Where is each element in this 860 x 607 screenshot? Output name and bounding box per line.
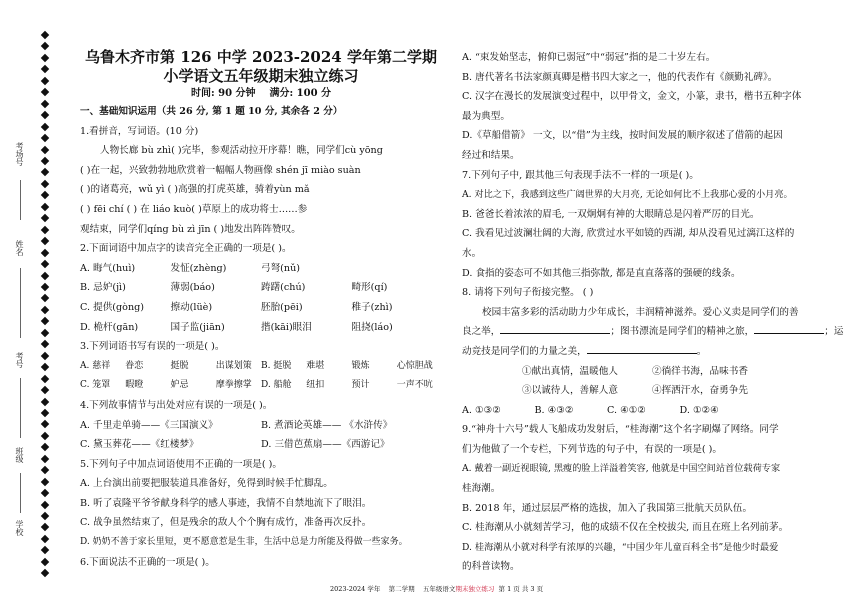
- perforation-dot: [41, 443, 49, 451]
- score-label: 满分:: [269, 88, 294, 99]
- passage-text: ；运: [824, 326, 844, 338]
- option-continued: 桂海潮。: [462, 483, 501, 495]
- choice: ④挥洒汗水，奋勇争先: [652, 385, 748, 397]
- question-4-options-row: [80, 416, 442, 436]
- perforation-dot: [41, 374, 49, 382]
- perforation-dot: [41, 329, 49, 337]
- question-1-line: ( )的诸葛亮，wǔ yì ( )高强的打虎英雄，骑着yùn mǎ: [80, 184, 310, 196]
- option: D. ①②④: [679, 404, 719, 416]
- footer-term: 第二学期: [388, 585, 415, 593]
- footer-page: 第 1 页 共 3 页: [498, 585, 544, 593]
- option-word: 出谋划策: [215, 360, 252, 371]
- perforation-dot: [41, 111, 49, 119]
- option: B. 爸爸长着浓浓的眉毛, 一双炯炯有神的大眼睛总是闪着严厉的目光。: [462, 208, 760, 220]
- option-continued: 最为典型。: [462, 110, 510, 122]
- option: A. 慈祥: [80, 360, 111, 371]
- question-7-stem: 7.下列句子中, 跟其他三句表现手法不一样的一项是( )。: [462, 169, 699, 181]
- perforation-dot: [41, 65, 49, 73]
- perforation-dot: [41, 523, 49, 531]
- question-8-passage-line: [462, 342, 836, 362]
- perforation-dot: [41, 248, 49, 256]
- passage-text: 。: [696, 345, 707, 357]
- question-3-stem: 3.下列词语书写有误的一项是( )。: [80, 341, 225, 353]
- page-footer: [330, 585, 710, 594]
- option: D. 三借芭蕉扇——《西游记》: [261, 439, 390, 451]
- option: B. 煮酒论英雄—— 《水浒传》: [261, 419, 393, 431]
- choice: ②徜徉书海，品味书香: [652, 365, 748, 377]
- left-column: [80, 0, 442, 572]
- option: B. 2018 年，通过层层严格的选拔，加入了我国第三批航天员队伍。: [462, 502, 753, 514]
- question-1-line: ( ) fēi chí ( ) 在 liáo kuò( )草原上的成功将士……参: [80, 203, 308, 215]
- option: D.《草船借箭》 一文，以“借”为主线，按时间发展的顺序叙述了借箭的起因: [462, 130, 783, 142]
- question-1-line: 人物长廊 bù zhì( )完毕，参观活动拉开序幕！瞧，同学们cù yōng: [100, 145, 383, 157]
- perforation-dot: [41, 77, 49, 85]
- footer-exam: 期末独立练习: [455, 585, 495, 593]
- fill-line: [20, 180, 21, 220]
- perforation-dot: [41, 88, 49, 96]
- section-heading: 一、基础知识运用（共 26 分, 第 1 题 10 分, 其余各 2 分）: [80, 106, 343, 117]
- footer-year: 2023-2024 学年: [330, 585, 381, 593]
- question-8-stem: 8. 请将下列句子衔接完整。 ( ): [462, 287, 594, 299]
- footer-grade: 五年级语文: [422, 585, 456, 593]
- perforation-dot: [41, 535, 49, 543]
- perforation-dot: [41, 168, 49, 176]
- perforation-dot: [41, 340, 49, 348]
- perforation-dot: [41, 477, 49, 485]
- perforation-dot: [41, 512, 49, 520]
- question-8-choices-row: [462, 362, 782, 382]
- question-5-stem: 5.下列句子中加点词语使用不正确的一项是( )。: [80, 458, 282, 470]
- option: 国子监(jiān): [170, 321, 225, 333]
- option-continued: 的科普读物。: [462, 561, 520, 573]
- question-4-stem: 4.下列故事情节与出处对应有误的一项是( )。: [80, 399, 273, 411]
- fill-line: [20, 378, 21, 438]
- option: C. 我看见过波澜壮阔的大海, 欣赏过水平如镜的西湖, 却从没看见过漓江这样的: [462, 228, 795, 240]
- option: A. 戴着一副近视眼镜, 黑瘦的脸上洋溢着笑容, 他就是中国空间站首位载荷专家: [462, 463, 781, 475]
- option: C. 笼罩: [80, 380, 111, 391]
- option: B. ④③②: [534, 404, 574, 416]
- class-label: 班级: [15, 447, 24, 463]
- perforation-dot: [41, 237, 49, 245]
- option-word: 暇瞪: [125, 380, 144, 391]
- perforation-dot: [41, 306, 49, 314]
- question-1-line: 观结束，同学们qíng bù zì jīn ( )地发出阵阵赞叹。: [80, 223, 301, 235]
- perforation-dot: [41, 122, 49, 130]
- option: D. 船舱: [261, 380, 292, 391]
- option: 畸形(qí): [351, 282, 388, 294]
- question-9-stem: 9.“神舟十六号”载人飞船成功发射后，“桂海潮”这个名字刷爆了网络。同学: [462, 424, 779, 436]
- exam-number-label: 考号: [15, 352, 24, 368]
- perforation-dot: [41, 558, 49, 566]
- question-9-stem-continued: 们为他做了一个专栏，下列节选的句子中，有误的一项是( )。: [462, 443, 722, 455]
- option: B. 挺脱: [261, 360, 292, 371]
- option: B. 忌妒(jì): [80, 282, 126, 294]
- option-word: 纽扣: [306, 380, 325, 391]
- option: D. 奶奶不善于家长里短，更不愿意惹是生非，生活中总是力所能及得做一些家务。: [80, 537, 408, 548]
- option: 阻挠(láo): [351, 321, 393, 333]
- option: A. “束发始坚志，俯仰已弱冠”中“弱冠”指的是二十岁左右。: [462, 52, 716, 63]
- perforation-dot: [41, 134, 49, 142]
- option: C. 黛玉葬花——《红楼梦》: [80, 439, 199, 451]
- option: A. ①③②: [462, 404, 501, 416]
- question-2-options-row: [80, 259, 442, 279]
- fill-line: [20, 473, 21, 513]
- perforation-dot: [41, 569, 49, 577]
- perforation-dot: [41, 409, 49, 417]
- perforation-dot: [41, 500, 49, 508]
- school-label: 学校: [15, 520, 24, 536]
- blank-line[interactable]: [500, 323, 610, 334]
- perforation-dot: [41, 546, 49, 554]
- choice: ①献出真情，温暖他人: [522, 365, 618, 377]
- right-column: [462, 0, 844, 577]
- question-4-options-row: [80, 435, 442, 455]
- option: D. 桅杆(gān): [80, 321, 139, 333]
- option: 踌躇(chú): [261, 282, 306, 294]
- option: C. 汉字在漫长的发展演变过程中，以甲骨文，金文，小篆，隶书，楷书五种字体: [462, 91, 802, 103]
- perforation-dots: [40, 32, 50, 577]
- question-8-choices-row: [462, 381, 782, 401]
- option: 胚胎(pēi): [261, 301, 303, 313]
- question-1-line: ( )在一起，兴致勃勃地欣赏着一幅幅人物画像 shén jī miào suàn: [80, 164, 361, 176]
- option-word: 锻炼: [351, 360, 370, 371]
- exam-subtitle: 小学语文五年级期末独立练习: [163, 67, 359, 85]
- question-3-options-row: [80, 357, 442, 377]
- perforation-dot: [41, 54, 49, 62]
- question-2-options-row: [80, 298, 442, 318]
- perforation-dot: [41, 260, 49, 268]
- option-word: 心惊胆战: [396, 360, 433, 371]
- option: 擦动(lüè): [170, 301, 213, 313]
- option: A. 上台演出前要把服装道具准备好，免得到时候手忙脚乱。: [80, 478, 333, 490]
- question-2-options-row: [80, 318, 442, 338]
- perforation-dot: [41, 317, 49, 325]
- perforation-dot: [41, 271, 49, 279]
- time-label: 时间:: [190, 88, 215, 99]
- exam-room-label: 考场号: [15, 142, 24, 166]
- perforation-dot: [41, 214, 49, 222]
- option-word: 妒忌: [170, 380, 189, 391]
- binding-margin: [0, 0, 60, 607]
- perforation-dot: [41, 351, 49, 359]
- perforation-dot: [41, 386, 49, 394]
- option-word: 眷恋: [125, 360, 144, 371]
- option: A. 对比之下，我感到这些广阔世界的大月亮, 无论如何比不上我那心爱的小月亮。: [462, 189, 793, 201]
- question-2-options-row: [80, 278, 442, 298]
- option: 稚子(zhì): [351, 301, 393, 313]
- perforation-dot: [41, 466, 49, 474]
- perforation-dot: [41, 31, 49, 39]
- question-6-stem: 6.下面说法不正确的一项是( )。: [80, 556, 215, 568]
- option-word: 摩拳擦掌: [215, 380, 252, 391]
- option-word: 预计: [351, 380, 370, 391]
- name-label: 姓名: [15, 240, 24, 256]
- perforation-dot: [41, 489, 49, 497]
- perforation-dot: [41, 363, 49, 371]
- option-continued: 水。: [462, 247, 482, 259]
- question-8-passage-line: [462, 322, 844, 342]
- perforation-dot: [41, 145, 49, 153]
- option-word: 难堪: [306, 360, 325, 371]
- option: 薄弱(báo): [170, 282, 215, 294]
- option: B. 唐代著名书法家颜真卿是楷书四大家之一，他的代表作有《颜勤礼碑》。: [462, 71, 778, 83]
- exam-title: 乌鲁木齐市第 126 中学 2023-2024 学年第二学期: [85, 48, 437, 66]
- option: C. ④①②: [607, 404, 646, 416]
- perforation-dot: [41, 432, 49, 440]
- question-8-passage: 校园丰富多彩的活动助力少年成长，丰润精神滋养。爱心义卖是同学们的善: [482, 306, 799, 318]
- question-2-stem: 2.下面词语中加点字的读音完全正确的一项是( )。: [80, 243, 292, 255]
- perforation-dot: [41, 157, 49, 165]
- option: C. 战争虽然结束了，但是残余的敌人个个胸有成竹，准备再次反扑。: [80, 517, 372, 529]
- option: A. 晦气(huì): [80, 262, 136, 274]
- perforation-dot: [41, 203, 49, 211]
- perforation-dot: [41, 99, 49, 107]
- choice: ③以诚待人，善解人意: [522, 385, 618, 397]
- fill-line: [20, 268, 21, 338]
- option: D. 桂海潮从小就对科学有浓厚的兴趣，“中国少年儿童百科全书”是他少时最爱: [462, 541, 779, 553]
- option: C. 桂海潮从小就刻苦学习，他的成绩不仅在全校拔尖, 而且在班上名列前茅。: [462, 522, 789, 534]
- perforation-dot: [41, 191, 49, 199]
- perforation-dot: [41, 397, 49, 405]
- blank-line[interactable]: [754, 323, 824, 334]
- perforation-dot: [41, 225, 49, 233]
- option-continued: 经过和结果。: [462, 149, 520, 161]
- passage-text: ；图书漂流是同学们的精神之旅，: [610, 326, 755, 338]
- option-word: 挺脱: [170, 360, 189, 371]
- option: 揩(kāi)眼泪: [261, 321, 312, 333]
- option: B. 听了袁隆平爷爷献身科学的感人事迹，我情不自禁地流下了眼泪。: [80, 497, 372, 509]
- perforation-dot: [41, 420, 49, 428]
- passage-text: 良之举，: [462, 326, 501, 338]
- question-1-stem: 1.看拼音，写词语。(10 分): [80, 125, 199, 137]
- option: 弓弩(nǔ): [261, 262, 301, 274]
- passage-text: 动竞技是同学们的力量之美，: [462, 345, 587, 357]
- option: 发怔(zhèng): [170, 262, 227, 274]
- question-8-answers: [462, 401, 752, 421]
- option: D. 食指的姿态可不如其他三指弥散, 都是直直落落的强硬的线条。: [462, 267, 741, 279]
- perforation-dot: [41, 180, 49, 188]
- perforation-dot: [41, 455, 49, 463]
- perforation-dot: [41, 294, 49, 302]
- score-value: 100 分: [296, 88, 332, 99]
- question-3-options-row: [80, 376, 442, 396]
- option: C. 提供(gòng): [80, 301, 145, 313]
- exam-info: [80, 86, 442, 102]
- blank-line[interactable]: [587, 343, 697, 354]
- perforation-dot: [41, 283, 49, 291]
- option: A. 千里走单骑——《三国演义》: [80, 419, 218, 431]
- time-value: 90 分钟: [218, 88, 256, 99]
- perforation-dot: [41, 42, 49, 50]
- option-word: 一声不吭: [396, 380, 433, 391]
